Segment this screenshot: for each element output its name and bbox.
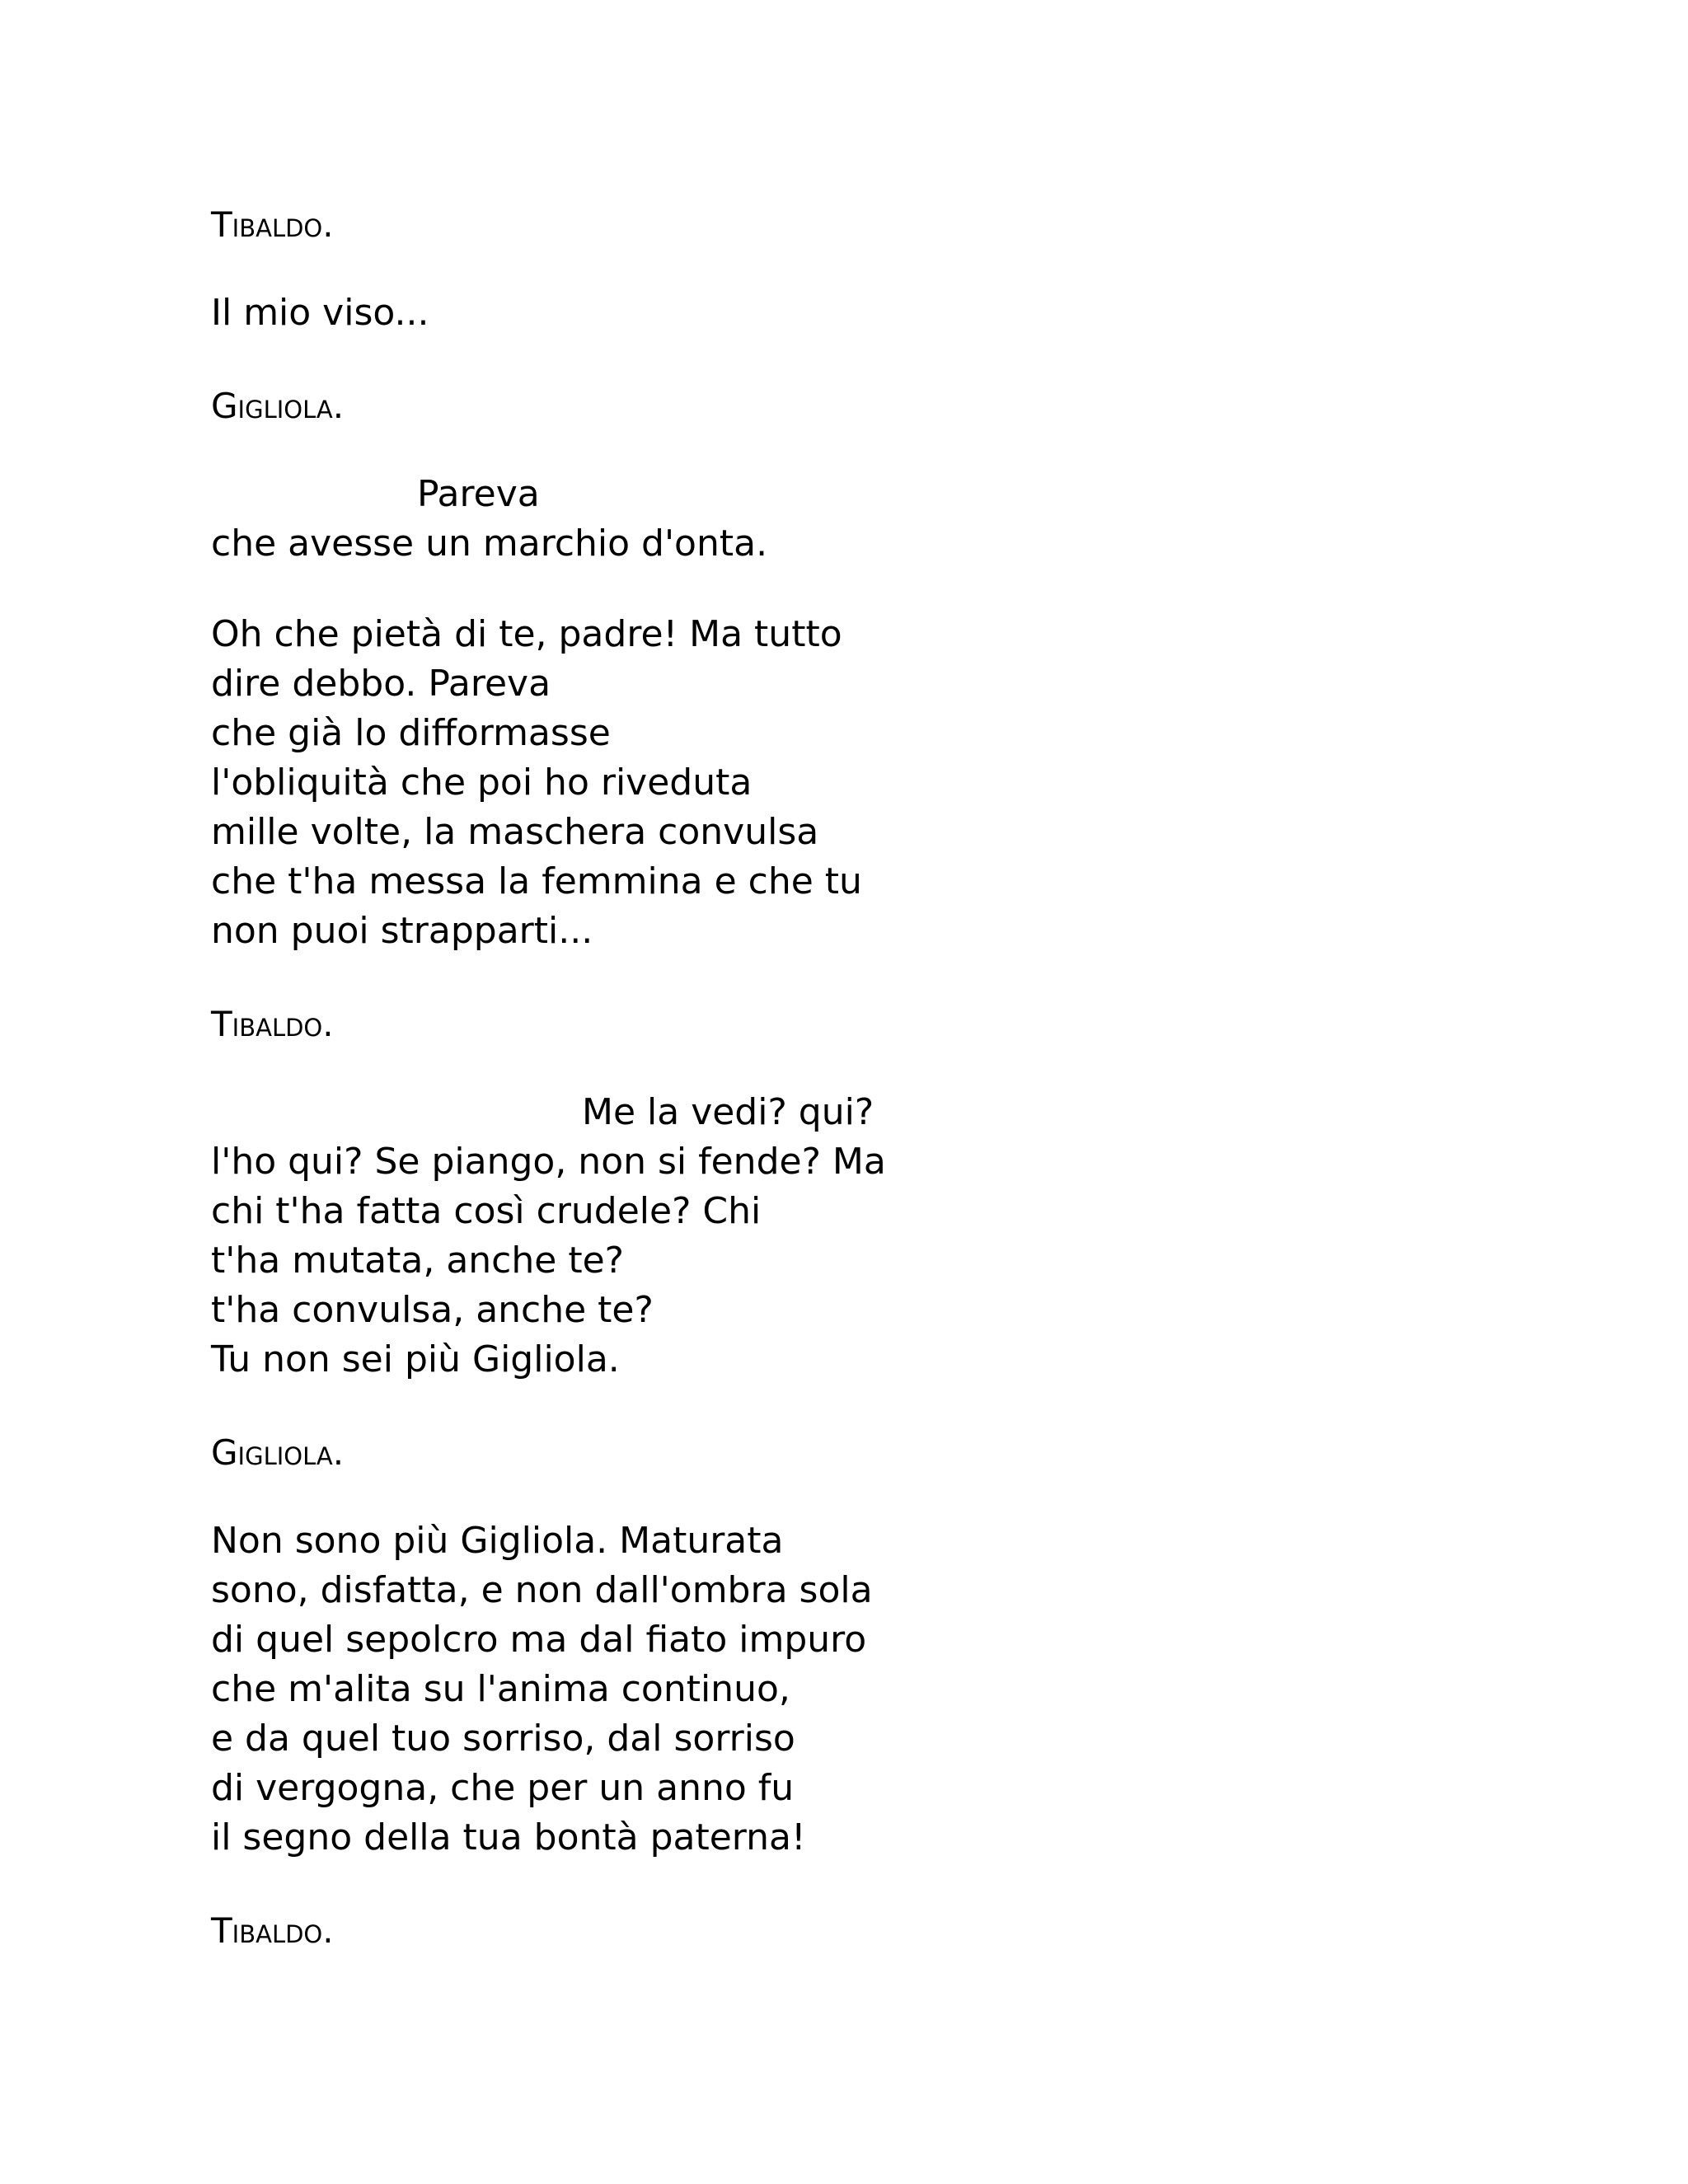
speaker-label: Gigliola. bbox=[211, 386, 345, 426]
verse-line: Oh che pietà di te, padre! Ma tutto bbox=[211, 613, 842, 655]
verse-line: che t'ha messa la femmina e che tu bbox=[211, 860, 862, 902]
speaker-label: Tibaldo. bbox=[211, 1004, 334, 1044]
verse-block bbox=[211, 470, 767, 569]
verse-line-indented: Me la vedi? qui? bbox=[582, 1091, 874, 1133]
verse-line: sono, disfatta, e non dall'ombra sola bbox=[211, 1569, 873, 1611]
speaker-label: Gigliola. bbox=[211, 1432, 345, 1473]
verse-block bbox=[211, 1088, 886, 1385]
verse-block bbox=[211, 1516, 873, 1863]
verse-line: l'obliquità che poi ho riveduta bbox=[211, 762, 753, 804]
verse-line: non puoi strapparti... bbox=[211, 910, 593, 952]
verse-line: chi t'ha fatta così crudele? Chi bbox=[211, 1190, 762, 1232]
verse-line: Tu non sei più Gigliola. bbox=[211, 1338, 620, 1380]
verse-line: Non sono più Gigliola. Maturata bbox=[211, 1520, 784, 1562]
verse-line: Il mio viso... bbox=[211, 292, 429, 334]
verse-line: t'ha convulsa, anche te? bbox=[211, 1289, 654, 1331]
speaker-label: Tibaldo. bbox=[211, 204, 334, 245]
verse-line: dire debbo. Pareva bbox=[211, 663, 551, 705]
verse-line: di vergogna, che per un anno fu bbox=[211, 1767, 795, 1809]
speaker-label: Tibaldo. bbox=[211, 1910, 334, 1951]
verse-block bbox=[211, 288, 429, 338]
verse-line: il segno della tua bontà paterna! bbox=[211, 1816, 806, 1858]
verse-line: l'ho qui? Se piango, non si fende? Ma bbox=[211, 1141, 886, 1183]
verse-line: t'ha mutata, anche te? bbox=[211, 1240, 624, 1282]
verse-line: che avesse un marchio d'onta. bbox=[211, 523, 768, 565]
verse-line: e da quel tuo sorriso, dal sorriso bbox=[211, 1718, 795, 1760]
verse-line: di quel sepolcro ma dal fiato impuro bbox=[211, 1619, 867, 1661]
verse-block bbox=[211, 610, 862, 956]
verse-line: mille volte, la maschera convulsa bbox=[211, 811, 819, 853]
verse-line: che m'alita su l'anima continuo, bbox=[211, 1668, 790, 1710]
verse-line: che già lo difformasse bbox=[211, 712, 611, 754]
verse-line-indented: Pareva bbox=[417, 473, 540, 515]
